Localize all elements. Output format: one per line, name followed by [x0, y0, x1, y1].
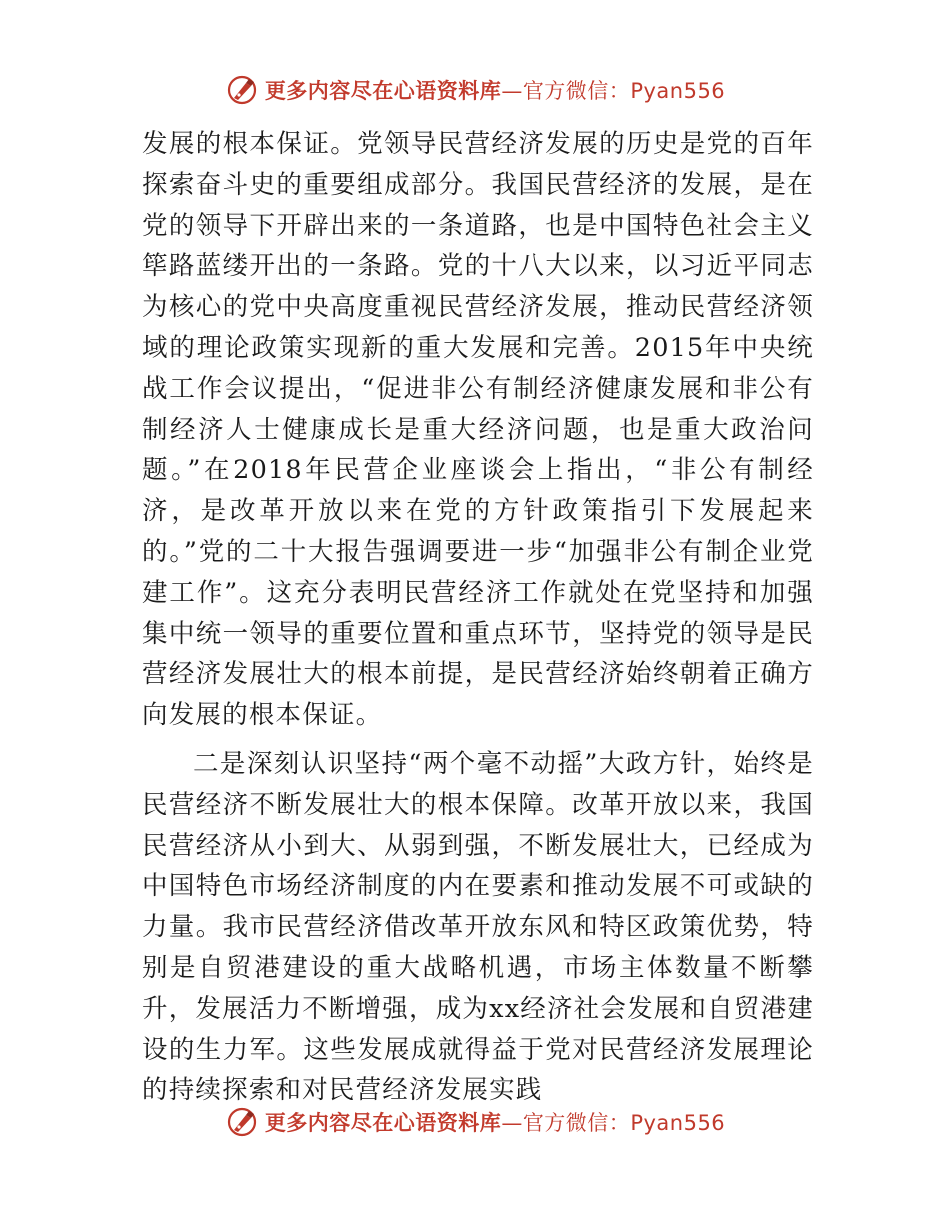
- paragraph-continued: 发展的根本保证。党领导民营经济发展的历史是党的百年探索奋斗史的重要组成部分。我国民营经济的发展，是在党的领导下开辟出来的一条道路，也是中国特色社会主义筚路蓝缕开出的一条路。党的十八大以来，以习近平同志为核心的党中央高度重视民营经济发展，推动民营经济领域的理论政策实现新的重大发展和完善。2015年中央统战工作会议提出，“促进非公有制经济健康发展和非公有制经济人士健康成长是重大经济问题，也是重大政治问题。”在2018年民营企业座谈会上指出，“非公有制经济，是改革开放以来在党的方针政策指引下发展起来的。”党的二十大报告强调要进一步“加强非公有制企业党建工作”。这充分表明民营经济工作就处在党坚持和加强集中统一领导的重要位置和重点环节，坚持党的领导是民营经济发展壮大的根本前提，是民营经济始终朝着正确方向发展的根本保证。: [142, 129, 814, 731]
- banner-text: [265, 75, 725, 105]
- banner-separator: —: [501, 79, 523, 103]
- pen-nib-circle-icon: [225, 73, 259, 107]
- pen-nib-circle-icon: [225, 1105, 259, 1139]
- document-body: [142, 124, 814, 1111]
- footer-banner: [0, 1102, 950, 1142]
- banner-wechat-id: Pyan556: [630, 79, 726, 103]
- banner-main-text: 更多内容尽在心语资料库: [264, 1111, 502, 1135]
- banner-wechat-label: 官方微信：: [522, 79, 631, 103]
- banner-separator: —: [501, 1111, 523, 1135]
- banner-wechat-id: Pyan556: [630, 1111, 726, 1135]
- paragraph-point-two: 二是深刻认识坚持“两个毫不动摇”大政方针，始终是民营经济不断发展壮大的根本保障。改革开放以来，我国民营经济从小到大、从弱到强，不断发展壮大，已经成为中国特色市场经济制度的内在要素和推动发展不可或缺的力量。我市民营经济借改革开放东风和特区政策优势，特别是自贸港建设的重大战略机遇，市场主体数量不断攀升，发展活力不断增强，成为xx经济社会发展和自贸港建设的生力军。这些发展成就得益于党对民营经济发展理论的持续探索和对民营经济发展实践: [142, 748, 814, 1106]
- banner-wechat-label: 官方微信：: [522, 1111, 631, 1135]
- header-banner: [0, 70, 950, 110]
- banner-main-text: 更多内容尽在心语资料库: [264, 79, 502, 103]
- banner-text: [265, 1107, 725, 1137]
